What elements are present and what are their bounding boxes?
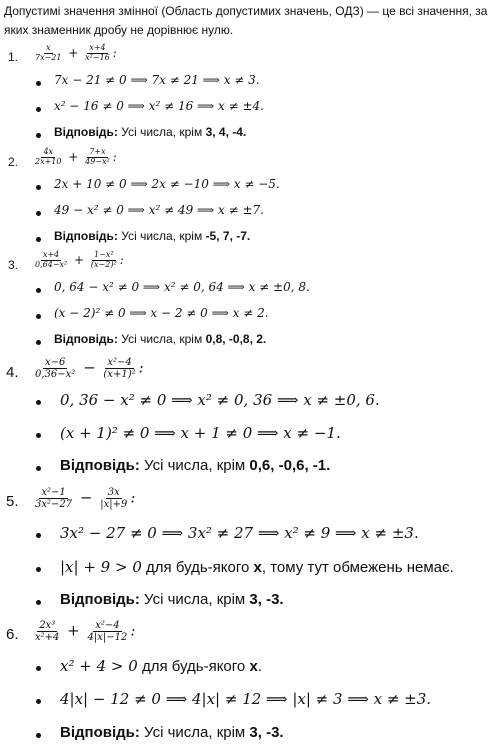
answer-prefix: Усі числа, крім (121, 229, 203, 243)
answer-values: 3, -3. (249, 724, 284, 741)
answer-prefix: Усі числа, крім (144, 457, 246, 474)
problem-number: 4. (6, 364, 19, 381)
answer-label: Відповідь: (60, 591, 140, 608)
problem-expression: $\frac{\text{2x³}}{\text{x²+4}}$ + $\frac{\text{x²−4}}{4|x|-12}$ : (35, 620, 136, 643)
answer-label: Відповідь: (60, 724, 140, 741)
condition-text: для будь-якого (146, 559, 250, 576)
bullet (36, 107, 41, 112)
bullet (36, 237, 41, 242)
bullet (36, 433, 41, 438)
problem-number: 3. (8, 258, 19, 272)
solution-line: 49 − x² ≠ 0 ⟹ x² ≠ 49 ⟹ x ≠ ±7. (54, 203, 264, 217)
solution-line (60, 558, 454, 576)
problem-number: 1. (8, 50, 19, 64)
bullet (36, 567, 41, 572)
bullet (36, 600, 41, 605)
condition-variable: x (253, 559, 262, 576)
bullet (36, 733, 41, 738)
intro-text: Допустимі значення змінної (Область допустимих значень, ОДЗ) — це всі значення, за яких знаменник дробу не дорівнює нулю. (4, 4, 488, 37)
answer-values: -5, 7, -7. (205, 229, 251, 243)
answer-prefix: Усі числа, крім (144, 591, 246, 608)
bullet (36, 666, 41, 671)
bullet (36, 340, 41, 345)
problem-expression: $\frac{4x}{2x+10}$ + $\frac{7+x}{\text{49−x²}}$ : (35, 147, 117, 166)
inequality: x² + 4 > 0 (60, 657, 138, 675)
answer-label: Відповідь: (54, 125, 118, 139)
bullet (36, 211, 41, 216)
solution-line: 4|x| − 12 ≠ 0 ⟹ 4|x| ≠ 12 ⟹ |x| ≠ 3 ⟹ x ≠ ±3. (60, 690, 432, 708)
problem-number: 5. (6, 493, 19, 510)
bullet (36, 466, 41, 471)
problem-expression: $\frac{x+4}{\text{0,64−x²}}$ + $\frac{\text{1−x²}}{\text{(x−2)²}}$ : (35, 250, 124, 269)
bullet (36, 314, 41, 319)
bullet (36, 288, 41, 293)
solution-line: 0, 64 − x² ≠ 0 ⟹ x² ≠ 0, 64 ⟹ x ≠ ±0, 8. (54, 280, 310, 294)
answer-prefix: Усі числа, крім (144, 724, 246, 741)
solution-line: (x + 1)² ≠ 0 ⟹ x + 1 ≠ 0 ⟹ x ≠ −1. (60, 424, 341, 442)
answer (54, 332, 266, 346)
answer-prefix: Усі числа, крім (121, 125, 203, 139)
problem-number: 2. (8, 155, 19, 169)
bullet (36, 133, 41, 138)
solution-line: 7x − 21 ≠ 0 ⟹ 7x ≠ 21 ⟹ x ≠ 3. (54, 73, 260, 87)
answer-values: 0,8, -0,8, 2. (205, 332, 267, 346)
condition-tail: , тому тут обмежень немає. (261, 559, 454, 576)
solution-line: 3x² − 27 ≠ 0 ⟹ 3x² ≠ 27 ⟹ x² ≠ 9 ⟹ x ≠ ±3. (60, 524, 419, 542)
bullet (36, 81, 41, 86)
solution-line (60, 657, 262, 675)
answer (54, 229, 250, 243)
answer (54, 125, 246, 139)
answer-prefix: Усі числа, крім (121, 332, 203, 346)
answer-values: 3, 4, -4. (205, 125, 247, 139)
problem-expression: $\frac{\text{x²−1}}{\text{3x²−27}}$ − $\frac{3x}{|x|+9}$ : (35, 487, 136, 510)
solution-line: x² − 16 ≠ 0 ⟹ x² ≠ 16 ⟹ x ≠ ±4. (54, 99, 264, 113)
problem-expression: $\frac{x-6}{\text{0,36−x²}}$ − $\frac{\text{x²−4}}{\text{(x+1)²}}$ : (35, 357, 144, 380)
answer (60, 591, 284, 608)
answer-values: 3, -3. (249, 591, 284, 608)
solution-line: (x − 2)² ≠ 0 ⟹ x − 2 ≠ 0 ⟹ x ≠ 2. (54, 306, 269, 320)
inequality: |x| + 9 > 0 (60, 558, 142, 576)
solution-line: 2x + 10 ≠ 0 ⟹ 2x ≠ −10 ⟹ x ≠ −5. (54, 177, 280, 191)
answer (60, 457, 330, 474)
answer (60, 724, 284, 741)
solution-line: 0, 36 − x² ≠ 0 ⟹ x² ≠ 0, 36 ⟹ x ≠ ±0, 6. (60, 391, 380, 409)
answer-label: Відповідь: (60, 457, 140, 474)
bullet (36, 400, 41, 405)
answer-values: 0,6, -0,6, -1. (249, 457, 331, 474)
condition-text: для будь-якого (141, 658, 246, 675)
condition-tail: . (257, 658, 262, 675)
bullet (36, 699, 41, 704)
bullet (36, 533, 41, 538)
condition-variable: x (249, 658, 258, 675)
problem-expression: $\frac{x}{7x-21}$ + $\frac{x+4}{\text{x²−16}}$ : (35, 43, 117, 62)
bullet (36, 185, 41, 190)
answer-label: Відповідь: (54, 229, 118, 243)
answer-label: Відповідь: (54, 332, 118, 346)
problem-number: 6. (6, 626, 19, 643)
